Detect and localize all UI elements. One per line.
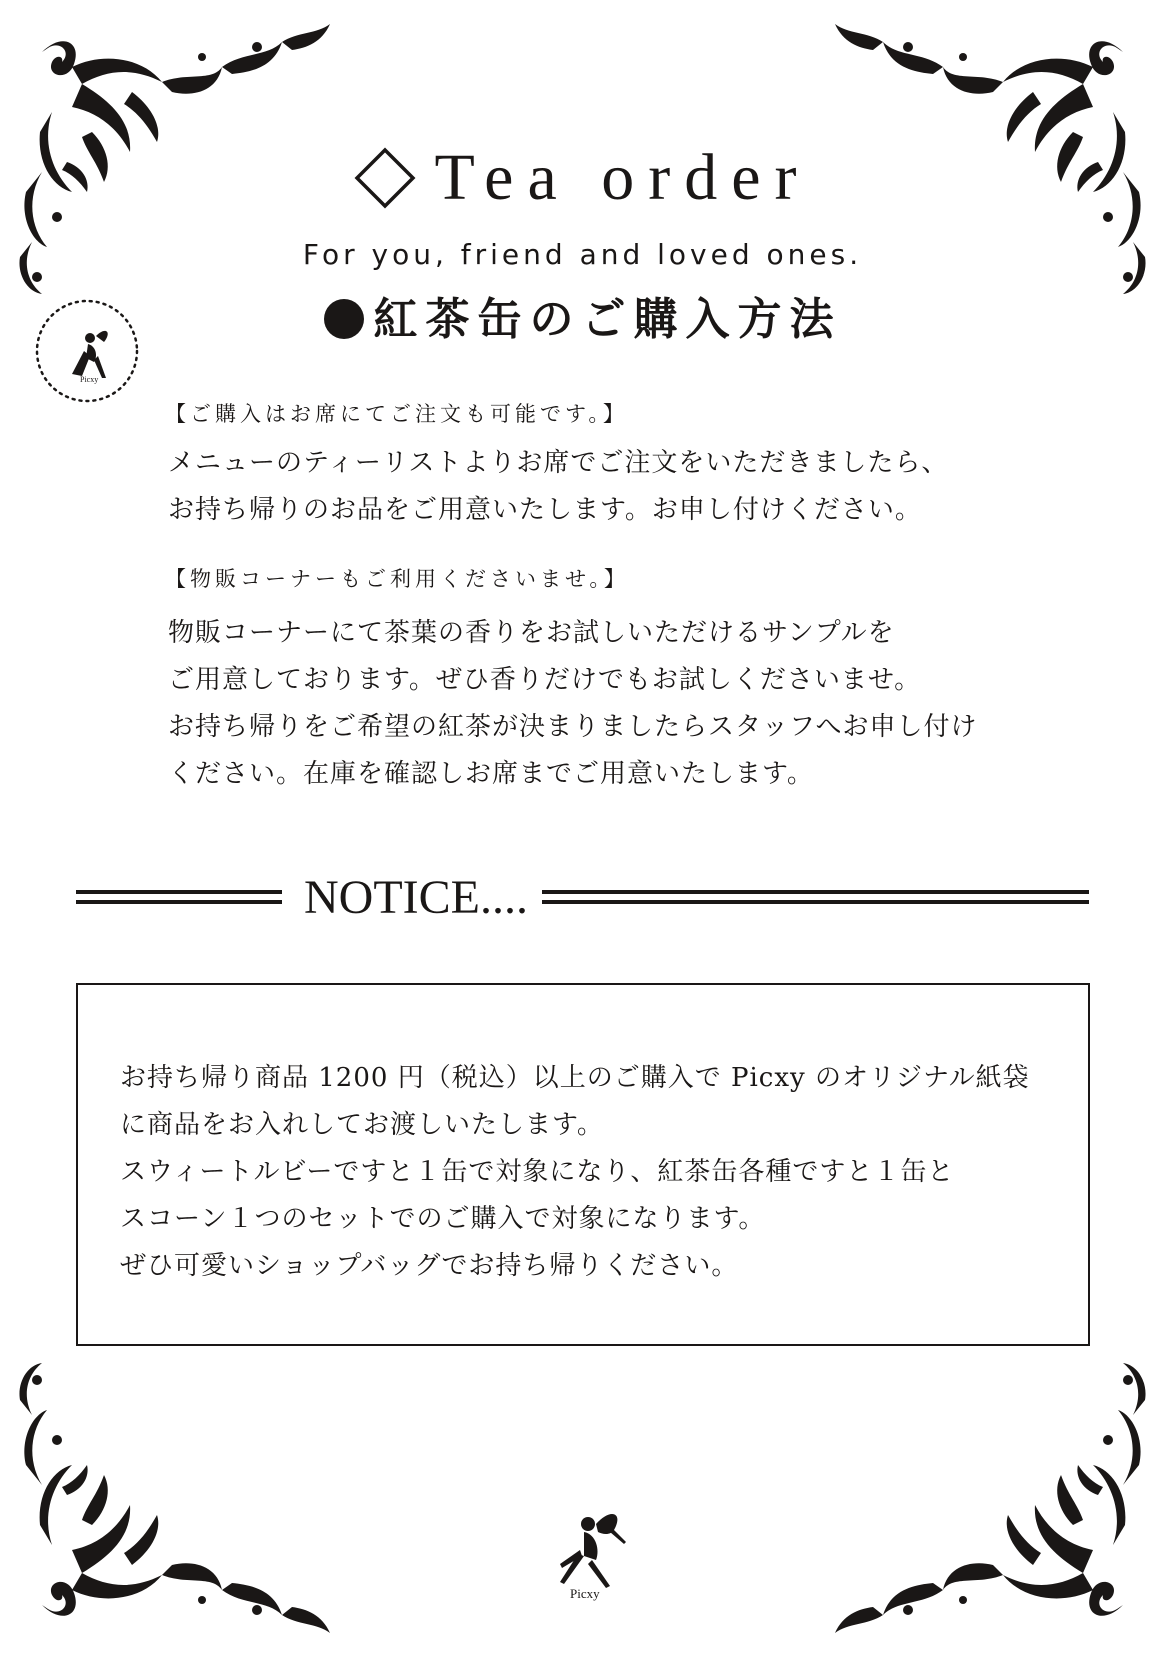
picxy-stamp-logo [32, 296, 142, 406]
page-title [0, 140, 1165, 216]
section2-line: 物販コーナーにて茶葉の香りをお試しいただけるサンプルを [168, 618, 895, 648]
picxy-logo [540, 1502, 640, 1602]
logo-text: Picxy [570, 1586, 600, 1601]
double-rule-right [542, 890, 1089, 904]
fairy-stamp-icon [32, 296, 142, 406]
notice-line: スウィートルビーですと１缶で対象になり、紅茶缶各種ですと１缶と [120, 1157, 955, 1187]
notice-body [120, 1055, 1030, 1290]
section1-label: 【ご購入はお席にてご注文も可能です。】 [165, 402, 628, 426]
notice-box [76, 983, 1090, 1346]
flourish-icon [12, 1345, 342, 1645]
section1-line: メニューのティーリストよりお席でご注文をいただきましたら、 [168, 448, 949, 478]
title-text: Tea order [434, 141, 811, 214]
notice-line: スコーン１つのセットでのご購入で対象になります。 [120, 1204, 766, 1234]
section1-line: お持ち帰りのお品をご用意いたします。お申し付けください。 [168, 495, 922, 525]
corner-ornament-bottom-right [823, 1345, 1153, 1645]
notice-line: に商品をお入れしてお渡しいたします。 [120, 1110, 604, 1140]
notice-line: ぜひ可愛いショップバッグでお持ち帰りください。 [120, 1251, 739, 1281]
section-heading [0, 283, 1165, 347]
corner-ornament-bottom-left [12, 1345, 342, 1645]
notice-line: お持ち帰り商品 1200 円（税込）以上のご購入で Picxy のオリジナル紙袋 [120, 1063, 1030, 1093]
heading-text: 紅茶缶のご購入方法 [373, 294, 842, 345]
section2-line: ご用意しております。ぜひ香りだけでもお試しくださいませ。 [168, 665, 922, 695]
section2-line: お持ち帰りをご希望の紅茶が決まりましたらスタッフへお申し付け [168, 712, 978, 742]
section2-body [168, 610, 977, 798]
notice-title: NOTICE.... [304, 871, 528, 924]
page-subtitle: For you, friend and loved ones. [302, 238, 863, 271]
diamond-outline-icon [354, 147, 416, 209]
notice-header [76, 872, 1089, 922]
section2-label: 【物販コーナーもご利用くださいませ。】 [165, 567, 629, 591]
double-rule-left [76, 890, 282, 904]
section2-line: ください。在庫を確認しお席までご用意いたします。 [168, 759, 814, 789]
fairy-logo-icon [540, 1502, 640, 1602]
bullet-dot-icon [324, 299, 364, 339]
svg-text:Picxy: Picxy [80, 375, 99, 384]
flourish-icon [823, 1345, 1153, 1645]
section1-body [168, 440, 948, 534]
